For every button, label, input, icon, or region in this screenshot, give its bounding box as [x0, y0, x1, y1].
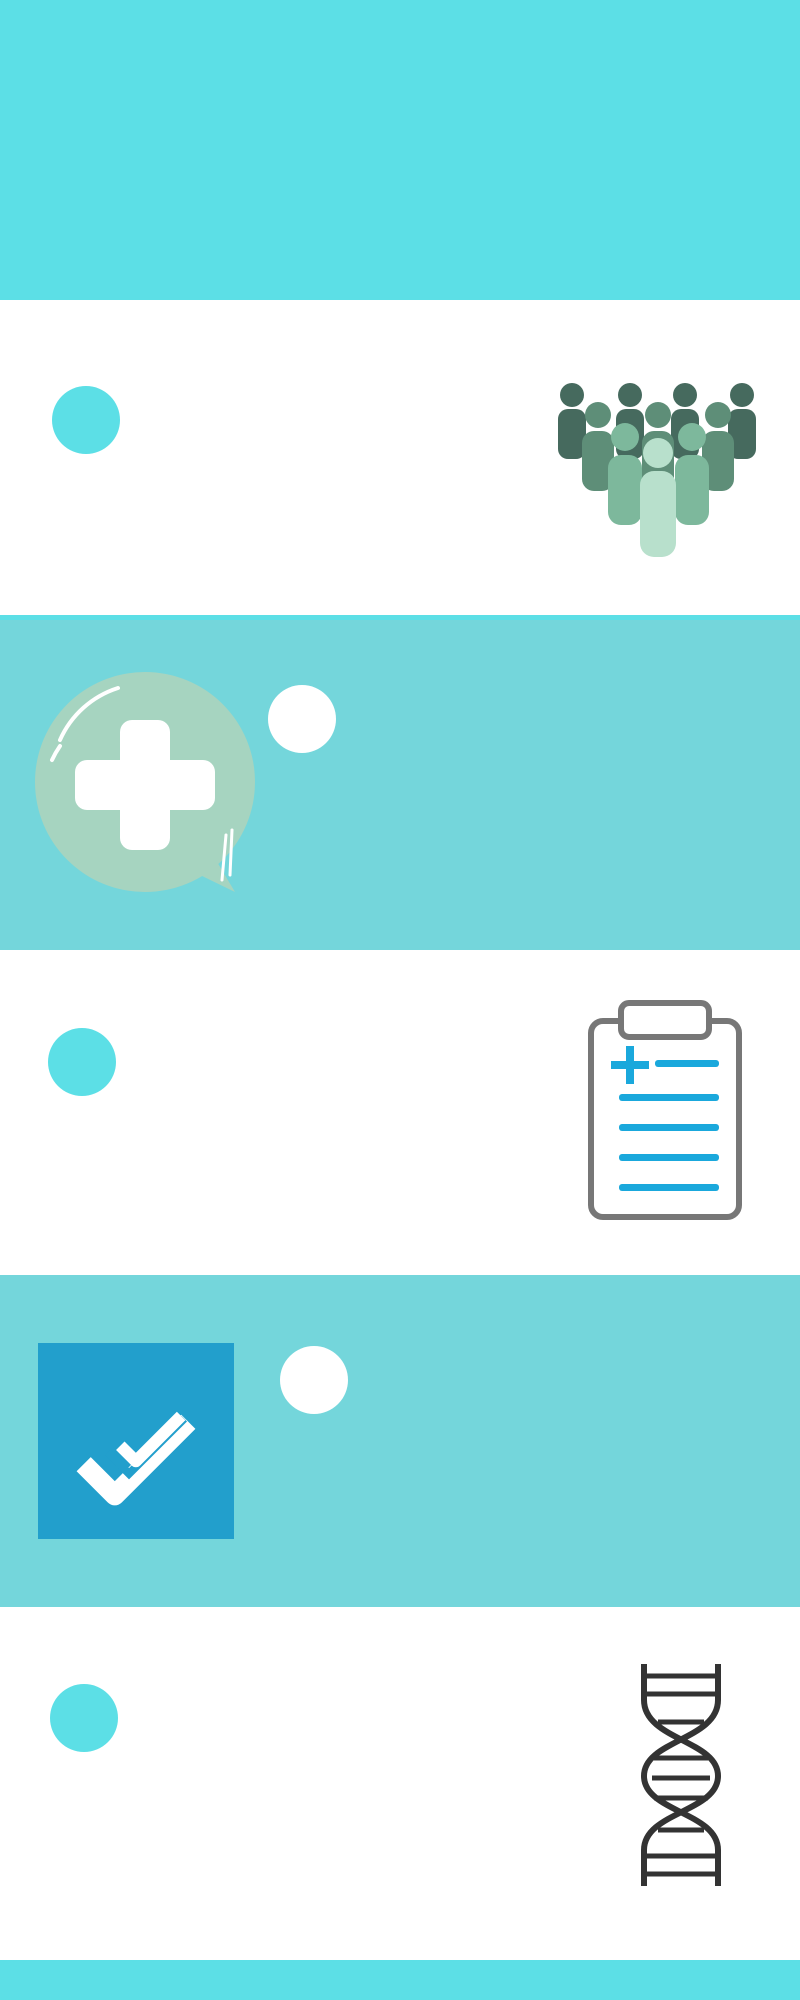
- checkmark-square-icon: [38, 1343, 234, 1539]
- item-4-number-badge: [280, 1346, 348, 1414]
- header-scallop-edge: [0, 290, 800, 330]
- item-5-number-badge: [50, 1684, 118, 1752]
- people-group-icon: [550, 375, 770, 560]
- footer-banner: [0, 1960, 800, 2000]
- medical-clipboard-icon: [585, 995, 745, 1225]
- item-2-number-badge: [268, 685, 336, 753]
- dna-helix-icon: [630, 1660, 730, 1890]
- item-3-number-badge: [48, 1028, 116, 1096]
- item-1-number-badge: [52, 386, 120, 454]
- header-banner: [0, 0, 800, 300]
- medical-cross-bubble-icon: [30, 670, 270, 900]
- footer-scallop-edge: [0, 1932, 800, 1962]
